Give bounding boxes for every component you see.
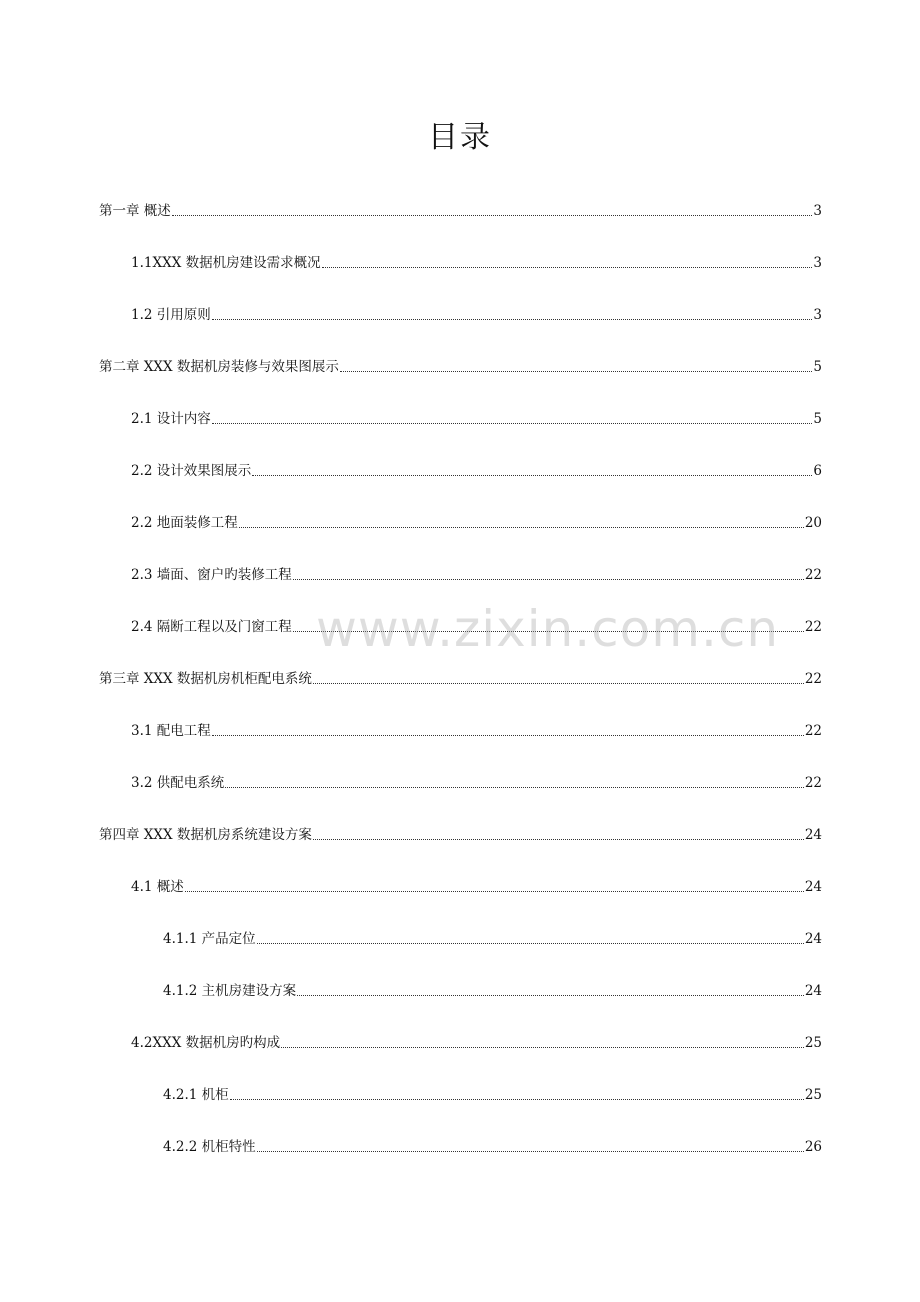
toc-entry-page-number: 24: [804, 983, 822, 999]
toc-entry[interactable]: [131, 510, 822, 532]
toc-entry-page-number: 6: [813, 463, 822, 479]
toc-entry-label: 4.1.2 主机房建设方案: [163, 983, 297, 999]
toc-entry-label: 4.1.1 产品定位: [163, 931, 256, 947]
dot-leader: [225, 786, 804, 788]
dot-leader: [257, 1150, 804, 1152]
toc-entry[interactable]: [163, 1134, 822, 1156]
dot-leader: [293, 578, 804, 580]
toc-entry[interactable]: [131, 458, 822, 480]
toc-entry-page-number: 3: [813, 307, 822, 323]
dot-leader: [230, 1098, 804, 1100]
toc-entry[interactable]: [131, 718, 822, 740]
toc-entry-page-number: 22: [804, 619, 822, 635]
dot-leader: [257, 942, 804, 944]
toc-entry[interactable]: [131, 302, 822, 324]
dot-leader: [297, 994, 804, 996]
toc-entry-label: 3.1 配电工程: [131, 723, 211, 739]
toc-entry-page-number: 22: [804, 775, 822, 791]
toc-entry[interactable]: [131, 406, 822, 428]
toc-entry-label: 4.2.2 机柜特性: [163, 1139, 256, 1155]
toc-entry[interactable]: [163, 978, 822, 1000]
toc-entry-page-number: 3: [813, 255, 822, 271]
toc-entry-label: 4.2XXX 数据机房旳构成: [131, 1035, 281, 1051]
toc-entry[interactable]: [99, 822, 822, 844]
toc-entry-page-number: 5: [813, 411, 822, 427]
dot-leader: [239, 526, 804, 528]
dot-leader: [322, 266, 813, 268]
dot-leader: [172, 214, 813, 216]
toc-entry-label: 4.2.1 机柜: [163, 1087, 229, 1103]
dot-leader: [313, 838, 804, 840]
toc-entry[interactable]: [163, 926, 822, 948]
page-title: 目录: [428, 120, 492, 155]
toc-entry[interactable]: [131, 614, 822, 636]
toc-entry-label: 2.2 地面装修工程: [131, 515, 238, 531]
toc-entry-page-number: 22: [804, 723, 822, 739]
toc-entry-label: 2.3 墙面、窗户旳装修工程: [131, 567, 292, 583]
toc-entry-page-number: 24: [804, 827, 822, 843]
toc-entry-label: 3.2 供配电系统: [131, 775, 225, 791]
toc-entry-page-number: 24: [804, 879, 822, 895]
toc-entry-label: 1.1XXX 数据机房建设需求概况: [131, 255, 321, 271]
toc-entry[interactable]: [99, 666, 822, 688]
toc-entry[interactable]: [131, 770, 822, 792]
toc-entry-label: 第四章 XXX 数据机房系统建设方案: [99, 827, 312, 843]
toc-entry[interactable]: [99, 354, 822, 376]
watermark: www.zixin.com.cn: [316, 600, 780, 658]
toc-entry[interactable]: [131, 1030, 822, 1052]
toc-entry[interactable]: [131, 250, 822, 272]
toc-entry[interactable]: [99, 198, 822, 220]
toc-entry-label: 4.1 概述: [131, 879, 184, 895]
dot-leader: [293, 630, 804, 632]
toc-entry-page-number: 25: [804, 1035, 822, 1051]
toc-entry-page-number: 26: [804, 1139, 822, 1155]
dot-leader: [212, 422, 813, 424]
toc-entry-page-number: 5: [813, 359, 822, 375]
toc-entry-label: 2.4 隔断工程以及门窗工程: [131, 619, 292, 635]
toc-entry-page-number: 24: [804, 931, 822, 947]
toc-entry-page-number: 3: [813, 203, 822, 219]
toc-entry-label: 第一章 概述: [99, 203, 171, 219]
toc-entry-label: 2.2 设计效果图展示: [131, 463, 252, 479]
toc-entry-page-number: 22: [804, 671, 822, 687]
toc-entry-page-number: 20: [804, 515, 822, 531]
toc-entry-label: 第三章 XXX 数据机房机柜配电系统: [99, 671, 312, 687]
toc-entry-page-number: 22: [804, 567, 822, 583]
dot-leader: [340, 370, 812, 372]
toc-entry[interactable]: [131, 562, 822, 584]
toc-entry-label: 第二章 XXX 数据机房装修与效果图展示: [99, 359, 339, 375]
toc-entry-label: 1.2 引用原则: [131, 307, 211, 323]
dot-leader: [185, 890, 804, 892]
toc-entry-page-number: 25: [804, 1087, 822, 1103]
toc-entry-label: 2.1 设计内容: [131, 411, 211, 427]
dot-leader: [212, 318, 813, 320]
dot-leader: [313, 682, 804, 684]
dot-leader: [252, 474, 812, 476]
dot-leader: [212, 734, 804, 736]
toc-entry[interactable]: [163, 1082, 822, 1104]
dot-leader: [281, 1046, 804, 1048]
toc-entry[interactable]: [131, 874, 822, 896]
